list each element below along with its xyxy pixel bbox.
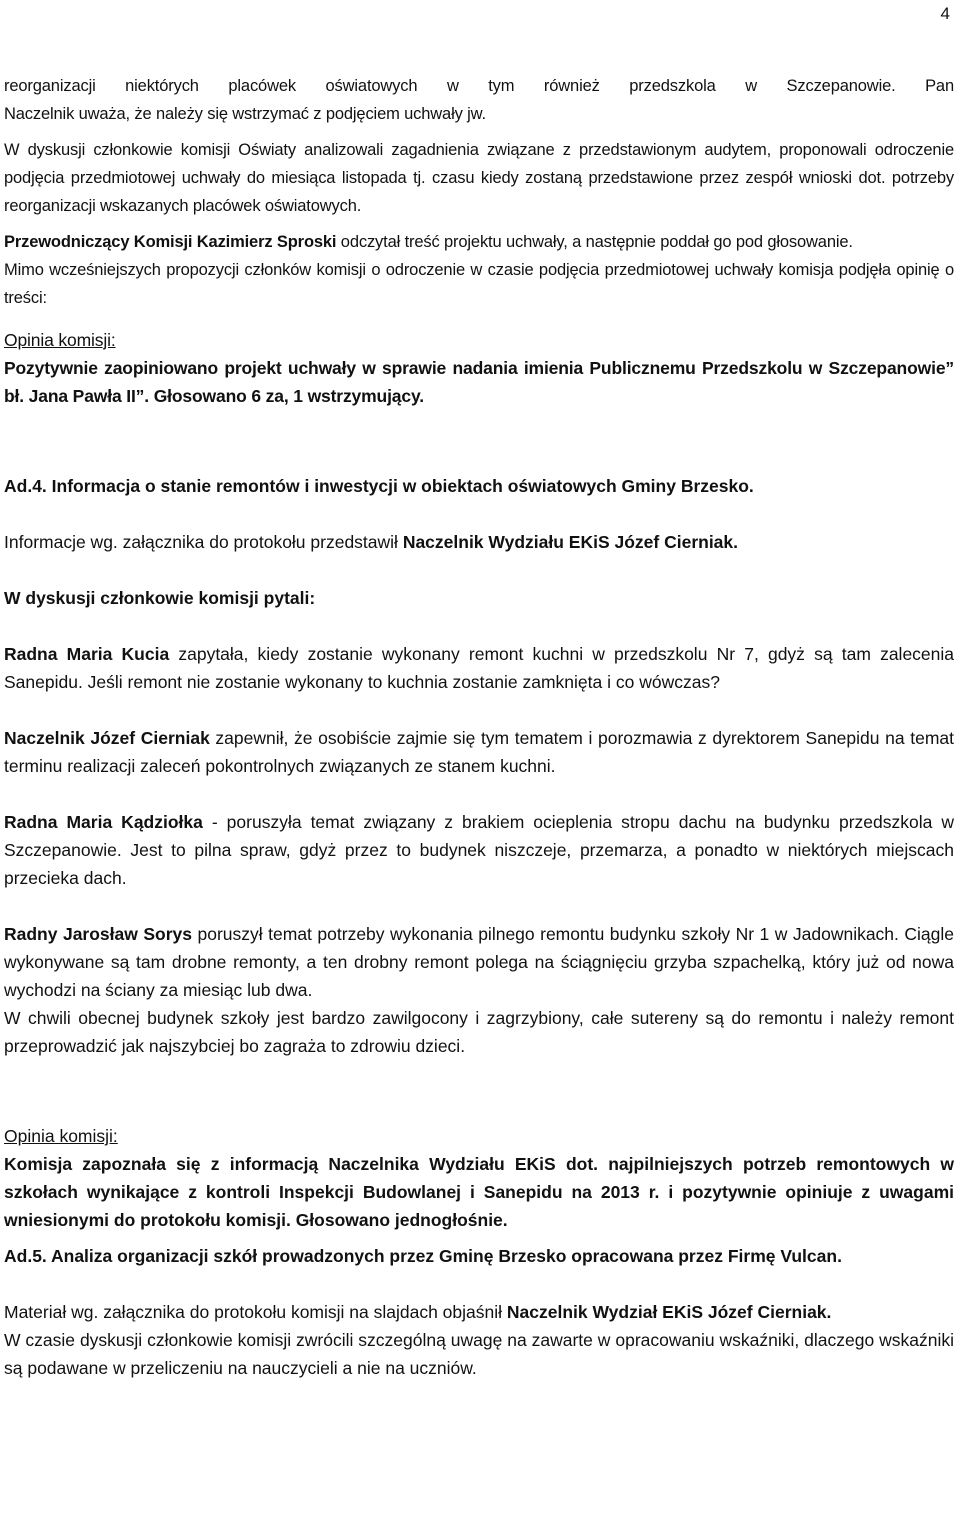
paragraph-text: reorganizacji niektórych placówek oświatowych w tym również przedszkola w Szczepanowie. Pan [4,77,954,95]
paragraph-despite-proposals: Mimo wcześniejszych propozycji członków komisji o odroczenie w czasie podjęcia przedmiotowej uchwały komisja podjęła opinię o treści: [4,261,954,307]
chairman-name: Przewodniczący Komisji Kazimierz Sproski [4,233,337,251]
material-info [4,1298,954,1326]
speaker-name: Radny Jarosław Sorys [4,924,193,944]
agenda-heading [4,472,954,500]
paragraph-text: poruszył temat potrzeby wykonania pilnego remontu budynku szkoły Nr 1 w Jadownikach. Ciągle wykonywane są tam drobne remonty, a ten drobny remont polega na ściągnięciu grzyba szpachelką, który już od nowa wychodzi na ściany za miesiąc lub dwa. [4,924,955,1000]
opinion-text-bold: Komisja zapoznała się z informacją Naczelnika Wydziału EKiS dot. najpilniejszych potrzeb remontowych w szkołach wynikające z kontroli Inspekcji Budowlanej i Sanepidu na 2013 r. i pozytywnie opiniuje z uwagami wniesionymi do protokołu komisji. Głosowano jednogłośnie. [4,1154,954,1230]
paragraph-reorganization-cont [4,100,954,128]
paragraph-text: - poruszyła temat związany z brakiem ocieplenia stropu dachu na budynku przedszkola w Szczepanowie. Jest to pilna spraw, gdyż przez to budynek niszczeje, przemarza, a ponadto w niektórych miejscach przecieka dach. [4,812,954,888]
opinion-text [4,354,954,410]
discussion-heading [4,584,954,612]
agenda-heading-text: Ad.4. Informacja o stanie remontów i inwestycji w obiektach oświatowych Gminy Brzesko. [4,476,754,496]
paragraph-discussion-audit: W dyskusji członkowie komisji Oświaty analizowali zagadnienia związane z przedstawionym audytem, proponowali odroczenie podjęcia przedmiotowej uchwały do miesiąca listopada tj. czasu kiedy zostaną przedstawione przez zespół wnioski dot. potrzeby reorganizacji wskazanych placówek oświatowych. [4,141,954,215]
presenter-name: Naczelnik Wydział EKiS Józef Cierniak. [506,1302,832,1322]
paragraph-text: Informacje wg. załącznika do protokołu przedstawił [4,532,403,552]
agenda-heading-text: Ad.5. Analiza organizacji szkół prowadzonych przez Gminę Brzesko opracowana przez Firmę Vulcan. [4,1246,842,1266]
agenda-item-4 [4,472,954,1060]
question-sorys [4,920,954,1004]
paragraph-text: Naczelnik uważa, że należy się wstrzymać z podjęciem uchwały jw. [4,105,486,123]
opinion-heading [4,326,954,354]
opinion-heading [4,1122,954,1150]
opinion-heading-text: Opinia komisji: [4,1126,118,1146]
opinion-text [4,1150,954,1234]
question-kadziolka [4,808,954,892]
agenda-item-5 [4,1242,954,1382]
discussion-vulcan: W czasie dyskusji członkowie komisji zwrócili szczególną uwagę na zawarte w opracowaniu wskaźniki, dlaczego wskaźniki są podawane w przeliczeniu na nauczycieli a nie na uczniów. [4,1330,954,1378]
page-number: 4 [940,4,950,23]
paragraph-text: zapewnił, że osobiście zajmie się tym tematem i porozmawia z dyrektorem Sanepidu na temat terminu realizacji zaleceń pokontrolnych związanych ze stanem kuchni. [4,728,954,776]
paragraph-chairman-reading [4,228,954,256]
speaker-name: Naczelnik Józef Cierniak [4,728,210,748]
agenda-heading [4,1242,954,1270]
paragraph-text: Materiał wg. załącznika do protokołu komisji na slajdach objaśnił [4,1302,507,1322]
opinion-heading-text: Opinia komisji: [4,330,116,350]
answer-cierniak [4,724,954,780]
question-sorys-cont: W chwili obecnej budynek szkoły jest bardzo zawilgocony i zagrzybiony, całe sutereny są do remontu i należy remont przeprowadzić jak najszybciej bo zagraża to zdrowiu dzieci. [4,1008,954,1056]
speaker-name: Radna Maria Kądziołka [4,812,203,832]
document-body [4,72,954,1382]
question-kucia [4,640,954,696]
paragraph-text: odczytał treść projektu uchwały, a następnie poddał go pod głosowanie. [336,233,853,251]
attachment-info [4,528,954,556]
paragraph-reorganization [4,72,954,100]
opinion-text-bold: Pozytywnie zaopiniowano projekt uchwały w sprawie nadania imienia Publicznemu Przedszkolu w Szczepanowie” bł. Jana Pawła II”. Głosowano 6 za, 1 wstrzymujący. [4,358,954,406]
speaker-name: Radna Maria Kucia [4,644,170,664]
paragraph-text: zapytała, kiedy zostanie wykonany remont kuchni w przedszkolu Nr 7, gdyż są tam zalecenia Sanepidu. Jeśli remont nie zostanie wykonany to kuchnia zostanie zamknięta i co wówczas? [4,644,955,692]
presenter-name: Naczelnik Wydziału EKiS Józef Cierniak. [402,532,739,552]
discussion-heading-text: W dyskusji członkowie komisji pytali: [4,588,316,608]
intro-section [4,72,954,410]
opinion-section-2 [4,1122,954,1234]
